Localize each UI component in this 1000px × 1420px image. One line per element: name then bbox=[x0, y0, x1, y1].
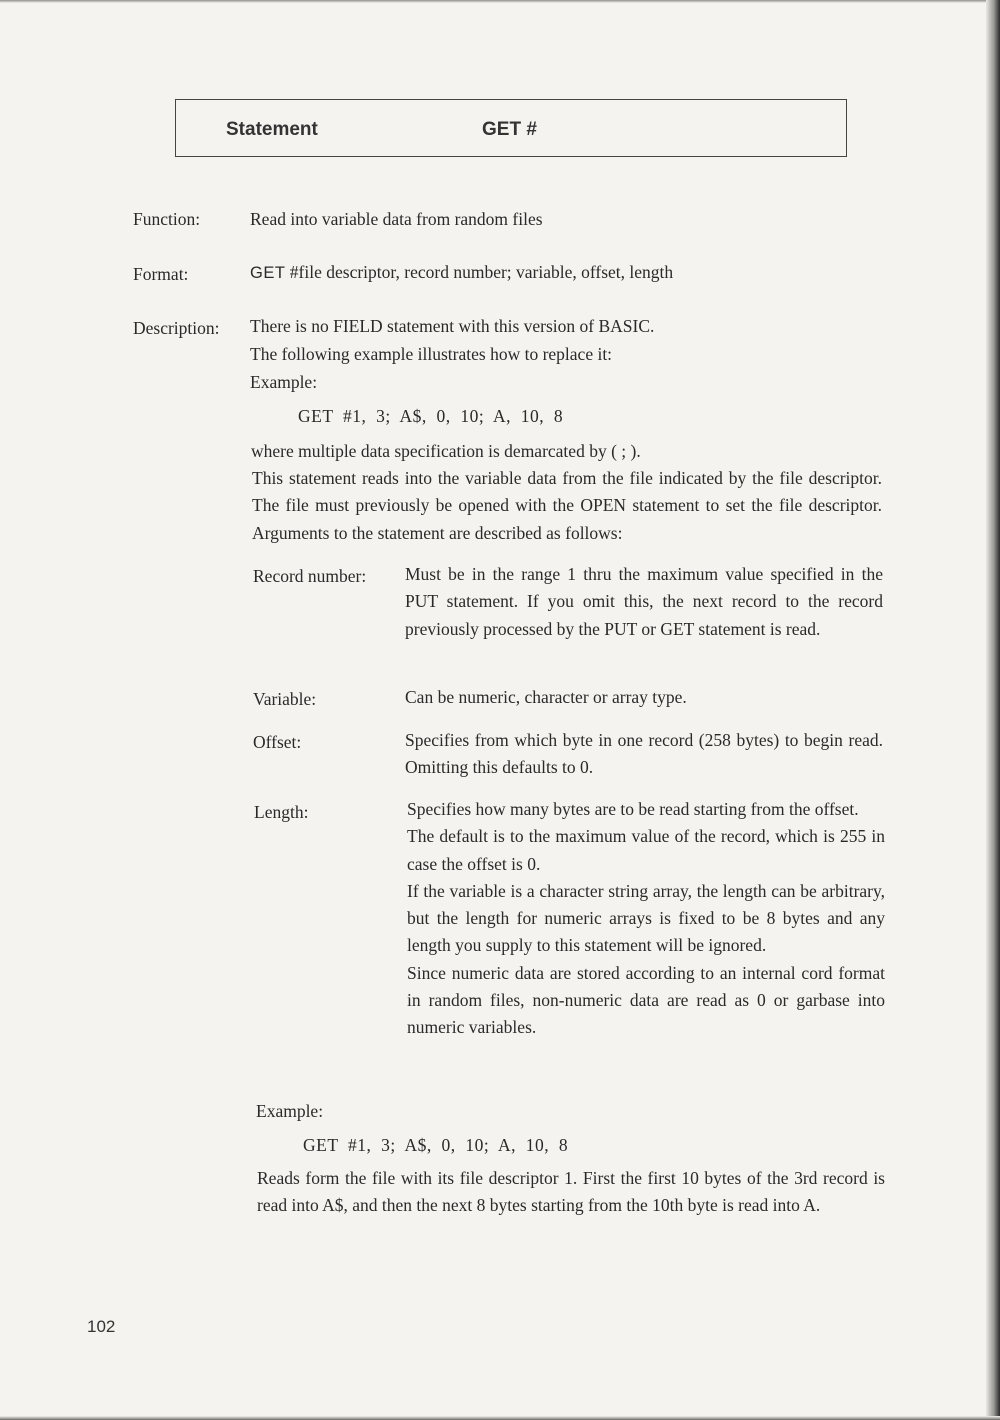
page-number: 102 bbox=[87, 1317, 116, 1336]
example-code: GET #1, 3; A$, 0, 10; A, 10, 8 bbox=[303, 1135, 569, 1155]
argument-paragraph: Since numeric data are stored according to an internal cord format in random files, non-numeric data are read as 0 or garbase into numeric variables. bbox=[407, 962, 885, 1038]
statement-label: Statement bbox=[226, 119, 318, 140]
description-example-code: GET #1, 3; A$, 0, 10; A, 10, 8 bbox=[298, 406, 564, 426]
example-label: Example: bbox=[256, 1101, 324, 1121]
argument-paragraph: Can be numeric, character or array type. bbox=[405, 687, 687, 707]
example-explanation-text: Reads form the file with its file descriptor 1. First the first 10 bytes of the 3rd record is read into A$, and then the next 8 bytes starting from the 10th byte is read into A. bbox=[257, 1168, 885, 1216]
format-text: #file descriptor, record number; variable, offset, length bbox=[289, 262, 674, 282]
page-top-edge bbox=[0, 0, 1000, 3]
description-demarcation: where multiple data specification is demarcated by ( ; ). bbox=[251, 441, 641, 461]
description-paragraph bbox=[252, 465, 882, 547]
format-syntax bbox=[250, 259, 673, 287]
argument-text-variable bbox=[405, 684, 883, 711]
statement-header-box bbox=[175, 99, 847, 157]
argument-name-record-number: Record number: bbox=[253, 566, 367, 586]
description-label: Description: bbox=[133, 318, 220, 338]
statement-name: GET # bbox=[482, 119, 537, 140]
argument-name-variable: Variable: bbox=[253, 689, 317, 709]
page-binding-edge bbox=[986, 0, 1000, 1420]
argument-paragraph: If the variable is a character string array, the length can be arbitrary, but the length for numeric arrays is fixed to be 8 bytes and any length you supply to this statement will be ignored. bbox=[407, 880, 885, 956]
format-label: Format: bbox=[133, 264, 189, 284]
function-label: Function: bbox=[133, 209, 201, 229]
argument-text-length bbox=[407, 796, 885, 1042]
argument-paragraph: Specifies how many bytes are to be read starting from the offset. bbox=[407, 799, 859, 819]
argument-paragraph: Must be in the range 1 thru the maximum value specified in the PUT statement. If you omit this, the next record to the record previously processed by the PUT or GET statement is read. bbox=[405, 564, 883, 639]
argument-paragraph: Specifies from which byte in one record (258 bytes) to begin read. Omitting this defaults to 0. bbox=[405, 730, 883, 778]
argument-text-offset bbox=[405, 727, 883, 782]
argument-paragraph: The default is to the maximum value of the record, which is 255 in case the offset is 0. bbox=[407, 826, 885, 874]
format-keyword: GET bbox=[250, 264, 286, 282]
page-bottom-edge bbox=[0, 1416, 1000, 1420]
argument-name-offset: Offset: bbox=[253, 732, 302, 752]
argument-name-length: Length: bbox=[254, 802, 309, 822]
function-text: Read into variable data from random files bbox=[250, 209, 543, 229]
argument-text-record-number bbox=[405, 561, 883, 643]
description-line: There is no FIELD statement with this version of BASIC. bbox=[250, 316, 655, 336]
description-line: Example: bbox=[250, 372, 318, 392]
description-paragraph-text: This statement reads into the variable data from the file indicated by the file descriptor. The file must previously be opened with the OPEN statement to set the file descriptor. Arguments to the statement are described as follows: bbox=[252, 468, 882, 543]
example-explanation bbox=[257, 1165, 885, 1220]
description-line: The following example illustrates how to replace it: bbox=[250, 344, 613, 364]
